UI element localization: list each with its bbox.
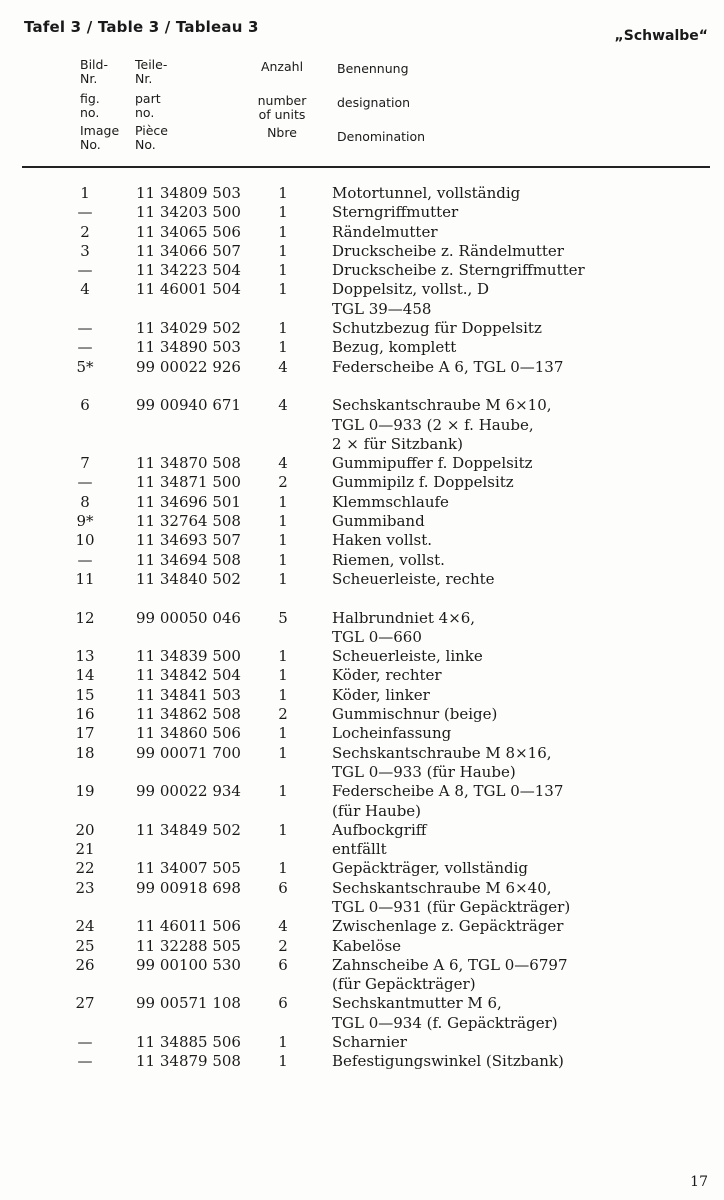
- designation-line: TGL 39—458: [332, 299, 432, 318]
- table-row: [0, 454, 724, 473]
- header-qty-de: Anzahl: [260, 59, 304, 74]
- designation-line: TGL 0—934 (f. Gepäckträger): [332, 1013, 558, 1032]
- quantity: 1: [278, 280, 288, 299]
- figure-number: —: [77, 338, 93, 357]
- designation: [332, 396, 712, 454]
- table-row: [0, 666, 724, 685]
- part-number: 11 34870 508: [136, 454, 241, 473]
- part-number: 11 34840 502: [136, 569, 241, 588]
- designation-line: (für Gepäckträger): [332, 975, 476, 994]
- quantity: 6: [278, 955, 288, 974]
- designation-line: Zwischenlage z. Gepäckträger: [332, 917, 564, 936]
- designation-line: 2 × für Sitzbank): [332, 434, 463, 453]
- header-fig-fr-1: Image: [80, 123, 120, 138]
- figure-number: 9*: [76, 512, 94, 531]
- quantity: 2: [278, 473, 288, 492]
- part-number: 11 34696 501: [136, 492, 241, 511]
- figure-number: 11: [75, 569, 95, 588]
- part-number: 11 32288 505: [136, 936, 241, 955]
- figure-number: —: [77, 1052, 93, 1071]
- figure-number: 27: [75, 994, 95, 1013]
- header-divider: [22, 166, 710, 168]
- figure-number: 20: [75, 820, 95, 839]
- table-row: [0, 223, 724, 242]
- designation-line: Köder, rechter: [332, 666, 442, 685]
- quantity: 1: [278, 1033, 288, 1052]
- part-number: 11 34223 504: [136, 261, 241, 280]
- part-number: 99 00940 671: [136, 396, 241, 415]
- table-row: [0, 705, 724, 724]
- designation: [332, 319, 712, 338]
- designation: [332, 512, 712, 531]
- designation: [332, 609, 712, 648]
- header-desc-de: Benennung: [337, 61, 409, 76]
- header-fig-en-1: fig.: [80, 91, 100, 106]
- figure-number: 7: [80, 454, 90, 473]
- designation: [332, 937, 712, 956]
- table-row: [0, 512, 724, 531]
- quantity: 1: [278, 724, 288, 743]
- figure-number: 2: [80, 222, 90, 241]
- quantity: 1: [278, 550, 288, 569]
- header-desc-fr: Denomination: [337, 129, 426, 144]
- table-row: [0, 319, 724, 338]
- header-qty-fr: Nbre: [267, 125, 297, 140]
- table-row: [0, 396, 724, 454]
- part-number: 11 34007 505: [136, 859, 241, 878]
- column-header-part: [135, 58, 168, 152]
- designation-line: Sterngriffmutter: [332, 203, 459, 222]
- table-row: [0, 358, 724, 377]
- designation: [332, 1033, 712, 1052]
- designation-line: Kabelöse: [332, 936, 402, 955]
- part-number: 11 34885 506: [136, 1033, 241, 1052]
- table-row: [0, 744, 724, 783]
- designation: [332, 647, 712, 666]
- designation: [332, 956, 712, 995]
- figure-number: —: [77, 550, 93, 569]
- table-row: [0, 473, 724, 492]
- part-number: 11 34809 503: [136, 184, 241, 202]
- figure-number: 26: [75, 955, 95, 974]
- table-row: [0, 280, 724, 319]
- designation: [332, 879, 712, 918]
- quantity: 1: [278, 241, 288, 260]
- designation: [332, 551, 712, 570]
- quantity: 6: [278, 994, 288, 1013]
- figure-number: 19: [75, 782, 95, 801]
- figure-number: 12: [75, 608, 95, 627]
- table-row: [0, 377, 724, 396]
- designation: [332, 782, 712, 821]
- designation-line: Federscheibe A 8, TGL 0—137: [332, 782, 564, 801]
- part-number: 11 34693 507: [136, 531, 241, 550]
- table-row: [0, 1033, 724, 1052]
- designation: [332, 917, 712, 936]
- figure-number: 15: [75, 685, 95, 704]
- figure-number: —: [77, 1033, 93, 1052]
- quantity: 1: [278, 820, 288, 839]
- designation: [332, 1052, 712, 1071]
- quantity: 1: [278, 1052, 288, 1071]
- figure-number: 6: [80, 396, 90, 415]
- figure-number: —: [77, 261, 93, 280]
- designation: [332, 280, 712, 319]
- designation-line: Scharnier: [332, 1033, 407, 1052]
- table-row: [0, 859, 724, 878]
- designation: [332, 705, 712, 724]
- designation-line: Haken vollst.: [332, 531, 433, 550]
- designation-line: TGL 0—933 (für Haube): [332, 762, 516, 781]
- figure-number: 1: [80, 184, 90, 202]
- table-row: [0, 203, 724, 222]
- quantity: 1: [278, 261, 288, 280]
- designation-line: Locheinfassung: [332, 724, 452, 743]
- quantity: 4: [278, 357, 288, 376]
- figure-number: 21: [75, 840, 95, 859]
- table-row: [0, 242, 724, 261]
- header-part-de-2: Nr.: [135, 71, 153, 86]
- part-number: 99 00050 046: [136, 608, 241, 627]
- quantity: 1: [278, 492, 288, 511]
- part-number: 99 00071 700: [136, 743, 241, 762]
- table-row: [0, 551, 724, 570]
- designation-line: Schutzbezug für Doppelsitz: [332, 319, 542, 338]
- designation-line: TGL 0—931 (für Gepäckträger): [332, 897, 571, 916]
- quantity: 1: [278, 203, 288, 222]
- designation: [332, 223, 712, 242]
- header-part-en-1: part: [135, 91, 161, 106]
- header-fig-de-1: Bild-: [80, 57, 108, 72]
- table-row: [0, 956, 724, 995]
- designation-line: (für Haube): [332, 801, 422, 820]
- table-row: [0, 531, 724, 550]
- designation-line: Zahnscheibe A 6, TGL 0—6797: [332, 955, 568, 974]
- figure-number: 4: [80, 280, 90, 299]
- table-row: [0, 184, 724, 203]
- quantity: 1: [278, 512, 288, 531]
- designation: [332, 570, 712, 589]
- page-number: 17: [690, 1174, 708, 1190]
- designation: [332, 261, 712, 280]
- table-row: [0, 261, 724, 280]
- designation-line: Scheuerleiste, linke: [332, 647, 483, 666]
- model-name: „Schwalbe“: [614, 28, 708, 44]
- quantity: 1: [278, 184, 288, 202]
- figure-number: —: [77, 203, 93, 222]
- quantity: 1: [278, 338, 288, 357]
- table-row: [0, 937, 724, 956]
- designation: [332, 338, 712, 357]
- figure-number: 16: [75, 705, 95, 724]
- designation-line: Gummiband: [332, 512, 425, 531]
- part-number: 11 34849 502: [136, 820, 241, 839]
- designation: [332, 724, 712, 743]
- designation-line: Gepäckträger, vollständig: [332, 859, 529, 878]
- designation-line: Köder, linker: [332, 685, 430, 704]
- quantity: 2: [278, 936, 288, 955]
- quantity: 1: [278, 859, 288, 878]
- part-number: 99 00022 926: [136, 357, 241, 376]
- quantity: 1: [278, 569, 288, 588]
- header-fig-en-2: no.: [80, 105, 100, 120]
- quantity: 1: [278, 647, 288, 666]
- parts-table: [0, 184, 724, 1072]
- figure-number: —: [77, 319, 93, 338]
- header-desc-en: designation: [337, 95, 411, 110]
- quantity: 6: [278, 878, 288, 897]
- quantity: 2: [278, 705, 288, 724]
- part-number: 11 34065 506: [136, 222, 241, 241]
- part-number: 11 34841 503: [136, 685, 241, 704]
- designation: [332, 666, 712, 685]
- designation: [332, 454, 712, 473]
- table-row: [0, 994, 724, 1033]
- part-number: 11 34029 502: [136, 319, 241, 338]
- header-qty-en-2: of units: [258, 107, 306, 122]
- header-part-de-1: Teile-: [135, 57, 168, 72]
- header-qty-en-1: number: [257, 93, 307, 108]
- header-fig-de-2: Nr.: [80, 71, 98, 86]
- figure-number: 8: [80, 492, 90, 511]
- figure-number: 24: [75, 917, 95, 936]
- table-row: [0, 589, 724, 608]
- column-header-qty: [252, 60, 312, 140]
- part-number: 11 34862 508: [136, 705, 241, 724]
- quantity: 5: [278, 608, 288, 627]
- designation-line: Gummischnur (beige): [332, 705, 498, 724]
- designation-line: Befestigungswinkel (Sitzbank): [332, 1052, 564, 1071]
- figure-number: 22: [75, 859, 95, 878]
- quantity: 1: [278, 531, 288, 550]
- table-row: [0, 338, 724, 357]
- table-row: [0, 570, 724, 589]
- figure-number: 25: [75, 936, 95, 955]
- designation-line: Federscheibe A 6, TGL 0—137: [332, 357, 564, 376]
- designation-line: Halbrundniet 4×6,: [332, 608, 476, 627]
- designation-line: TGL 0—660: [332, 627, 422, 646]
- table-row: [0, 917, 724, 936]
- table-row: [0, 493, 724, 512]
- table-row: [0, 686, 724, 705]
- table-row: [0, 782, 724, 821]
- designation-line: Druckscheibe z. Sterngriffmutter: [332, 261, 585, 280]
- designation: [332, 531, 712, 550]
- designation-line: Scheuerleiste, rechte: [332, 569, 495, 588]
- figure-number: 14: [75, 666, 95, 685]
- designation: [332, 744, 712, 783]
- designation: [332, 184, 712, 203]
- column-header-desc: [337, 62, 425, 144]
- figure-number: 23: [75, 878, 95, 897]
- part-number: 99 00571 108: [136, 994, 241, 1013]
- quantity: 1: [278, 782, 288, 801]
- designation: [332, 859, 712, 878]
- designation-line: Gummipuffer f. Doppelsitz: [332, 454, 533, 473]
- header-part-fr-2: No.: [135, 137, 156, 152]
- designation-line: Aufbockgriff: [332, 820, 427, 839]
- designation: [332, 821, 712, 840]
- part-number: 11 34860 506: [136, 724, 241, 743]
- quantity: 1: [278, 685, 288, 704]
- quantity: 4: [278, 396, 288, 415]
- designation: [332, 840, 712, 859]
- quantity: 1: [278, 319, 288, 338]
- designation-line: Riemen, vollst.: [332, 550, 445, 569]
- part-number: 11 34890 503: [136, 338, 241, 357]
- figure-number: —: [77, 473, 93, 492]
- designation-line: Klemmschlaufe: [332, 492, 449, 511]
- designation: [332, 493, 712, 512]
- part-number: 11 34879 508: [136, 1052, 241, 1071]
- part-number: 11 46011 506: [136, 917, 241, 936]
- part-number: 99 00918 698: [136, 878, 241, 897]
- designation-line: TGL 0—933 (2 × f. Haube,: [332, 415, 534, 434]
- part-number: 11 34066 507: [136, 241, 241, 260]
- designation: [332, 473, 712, 492]
- designation-line: Doppelsitz, vollst., D: [332, 280, 490, 299]
- quantity: 4: [278, 454, 288, 473]
- designation: [332, 994, 712, 1033]
- figure-number: 17: [75, 724, 95, 743]
- designation-line: Motortunnel, vollständig: [332, 184, 521, 202]
- table-row: [0, 821, 724, 840]
- designation-line: Rändelmutter: [332, 222, 438, 241]
- designation-line: Gummipilz f. Doppelsitz: [332, 473, 514, 492]
- part-number: 99 00022 934: [136, 782, 241, 801]
- table-row: [0, 724, 724, 743]
- header-part-en-2: no.: [135, 105, 155, 120]
- header-part-fr-1: Pièce: [135, 123, 168, 138]
- part-number: 11 46001 504: [136, 280, 241, 299]
- designation-line: Bezug, komplett: [332, 338, 457, 357]
- quantity: 1: [278, 666, 288, 685]
- part-number: 11 34694 508: [136, 550, 241, 569]
- designation-line: Sechskantschraube M 6×10,: [332, 396, 552, 415]
- part-number: 11 32764 508: [136, 512, 241, 531]
- table-row: [0, 609, 724, 648]
- header-fig-fr-2: No.: [80, 137, 101, 152]
- part-number: 11 34871 500: [136, 473, 241, 492]
- designation: [332, 686, 712, 705]
- column-header-fig: [80, 58, 119, 152]
- quantity: 1: [278, 743, 288, 762]
- designation: [332, 358, 712, 377]
- designation-line: entfällt: [332, 840, 387, 859]
- part-number: 11 34839 500: [136, 647, 241, 666]
- designation: [332, 203, 712, 222]
- part-number: 99 00100 530: [136, 955, 241, 974]
- table-row: [0, 840, 724, 859]
- table-row: [0, 647, 724, 666]
- figure-number: 13: [75, 647, 95, 666]
- table-row: [0, 879, 724, 918]
- designation: [332, 242, 712, 261]
- designation-line: Sechskantmutter M 6,: [332, 994, 502, 1013]
- designation-line: Sechskantschraube M 6×40,: [332, 878, 552, 897]
- figure-number: 10: [75, 531, 95, 550]
- figure-number: 18: [75, 743, 95, 762]
- quantity: 1: [278, 222, 288, 241]
- table-title: Tafel 3 / Table 3 / Tableau 3: [24, 18, 259, 36]
- figure-number: 3: [80, 241, 90, 260]
- part-number: 11 34203 500: [136, 203, 241, 222]
- figure-number: 5*: [76, 357, 94, 376]
- table-row: [0, 1052, 724, 1071]
- part-number: 11 34842 504: [136, 666, 241, 685]
- quantity: 4: [278, 917, 288, 936]
- designation-line: Sechskantschraube M 8×16,: [332, 743, 552, 762]
- designation-line: Druckscheibe z. Rändelmutter: [332, 241, 564, 260]
